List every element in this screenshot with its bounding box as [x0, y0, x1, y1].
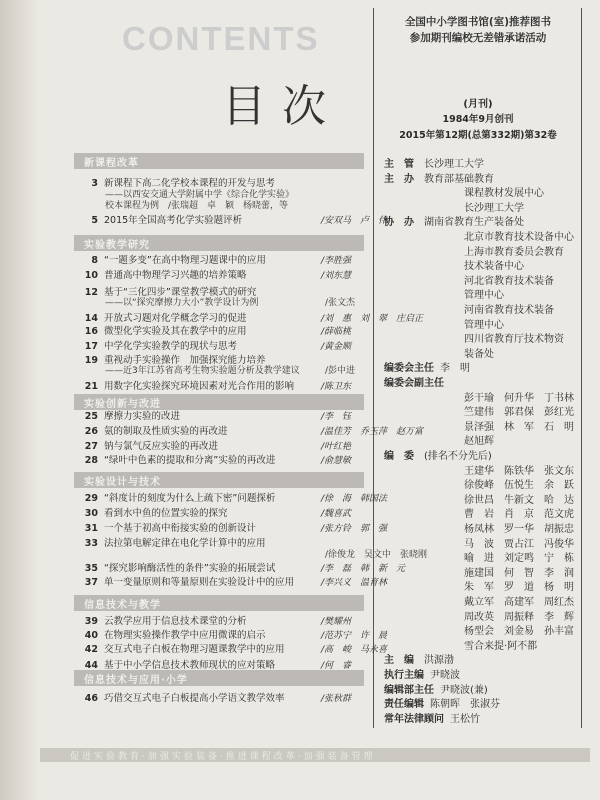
page-number: 29 — [84, 493, 98, 504]
entry-title: 云教学应用于信息技术课堂的分析 — [104, 616, 247, 627]
toc-entry — [78, 341, 378, 353]
masthead-line — [384, 494, 574, 508]
masthead-role: 协 办 — [384, 217, 414, 229]
masthead-line — [384, 202, 524, 216]
entry-author: /刘东慧 — [321, 271, 352, 281]
masthead-line — [384, 289, 504, 303]
masthead-role: 执行主编 — [384, 670, 424, 681]
masthead-line — [384, 508, 574, 522]
notice-line-1: 全国中小学图书馆(室)推荐图书 — [404, 16, 552, 28]
masthead-line — [384, 684, 488, 698]
page-number: 10 — [84, 270, 98, 281]
masthead-value: 装备处 — [464, 348, 494, 360]
page-number: 31 — [84, 523, 98, 534]
page-number: 44 — [84, 660, 98, 671]
masthead-value: 北京市教育技术设备中心 — [464, 232, 574, 243]
masthead-line — [384, 465, 574, 479]
masthead-value: 王松竹 — [450, 713, 480, 725]
page-number: 27 — [84, 441, 98, 452]
masthead-line — [384, 362, 470, 376]
masthead-value: (排名不分先后) — [424, 451, 492, 462]
entry-author: /李 钰 — [321, 412, 352, 422]
entry-title: 巧借交互式电子白板提高小学语文教学效率 — [104, 693, 285, 704]
entry-title: 2015年全国高考化学实验题评析 — [104, 215, 243, 226]
masthead-line — [384, 479, 574, 493]
section-label: 新课程改革 — [84, 158, 139, 169]
page-number: 12 — [84, 287, 98, 298]
masthead-role: 主 编 — [384, 655, 414, 667]
entry-title: “斜度计的刻度为什么上疏下密”问题探析 — [104, 493, 276, 504]
masthead-value: 朱 军 罗 道 杨 明 — [464, 582, 574, 594]
entry-author: /张方铃 郭 强 — [321, 524, 388, 534]
masthead-value: 课程教材发展中心 — [464, 188, 544, 200]
masthead-role: 编辑部主任 — [384, 684, 434, 696]
masthead-line — [384, 260, 524, 274]
masthead-line — [384, 450, 492, 464]
masthead-line — [384, 567, 574, 581]
masthead-line — [384, 406, 574, 420]
entry-author: /徐 海 韩国法 — [321, 494, 388, 504]
toc-entry — [78, 326, 378, 338]
entry-title: 重视动手实验操作 加强探究能力培养 — [104, 355, 266, 366]
entry-title: 基于“三化四步”课堂教学模式的研究 — [104, 287, 257, 298]
masthead-value: 尹晓波 — [430, 670, 460, 681]
entry-title: ——近3年江苏省高考生物实验题分析及教学建议 — [105, 366, 300, 376]
entry-title: 普通高中物理学习兴趣的培养策略 — [104, 270, 247, 281]
masthead-line — [384, 523, 574, 537]
masthead-value: 尹晓波(兼) — [440, 684, 488, 696]
toc-entry — [78, 441, 378, 453]
toc-entry — [78, 523, 388, 535]
masthead-value: 技术装备中心 — [464, 261, 524, 273]
entry-title: 新课程下高二化学校本课程的开发与思考 — [104, 178, 276, 189]
section-label: 信息技术与应用·小学 — [84, 675, 188, 686]
entry-title: 氨的制取及性质实验的再改进 — [104, 426, 228, 437]
toc-entry — [78, 426, 424, 438]
entry-author: /陈卫东 — [321, 382, 352, 392]
masthead-line — [384, 640, 537, 654]
entry-title: 开放式习题对化学概念学习的促进 — [104, 313, 247, 324]
entry-author: /温佳芳 乔玉萍 赵万富 — [321, 427, 424, 437]
page-number: 26 — [84, 426, 98, 437]
page-number: 19 — [84, 355, 98, 366]
masthead-value: 杨凤林 罗一华 胡振忠 — [464, 524, 574, 535]
page-number: 5 — [91, 215, 98, 226]
entry-author: /李 磊 韩 新 元 — [321, 564, 406, 574]
masthead-line — [384, 158, 484, 172]
masthead-value: 管理中心 — [464, 290, 504, 302]
entry-author: /李兴义 温育林 — [321, 578, 388, 588]
masthead-line — [384, 246, 564, 260]
masthead-value: 彭干瑜 何升华 丁书林 — [464, 392, 574, 404]
entry-author: /李胜强 — [321, 256, 352, 266]
masthead-line — [384, 611, 574, 625]
contents-heading: CONTENTS — [122, 20, 320, 57]
page-number: 42 — [84, 644, 98, 655]
masthead-line — [384, 581, 574, 595]
masthead-role: 常年法律顾问 — [384, 713, 444, 725]
toc-entry — [78, 313, 424, 325]
masthead-value: 徐世昌 牛新文 哈 达 — [464, 494, 574, 506]
section-label: 实验教学研究 — [84, 240, 150, 251]
masthead-value: 教育部基础教育 — [424, 173, 494, 185]
toc-entry — [78, 660, 378, 672]
entry-author: /安双马 卢 伟 — [321, 216, 388, 226]
page-number: 17 — [84, 341, 98, 352]
page-number: 39 — [84, 616, 98, 627]
toc-entry — [78, 563, 406, 575]
page-number: 16 — [84, 326, 98, 337]
section-label: 信息技术与教学 — [84, 600, 161, 611]
masthead-value: 竺建伟 郭君保 彭红光 — [464, 407, 574, 419]
section-label: 实验创新与改进 — [84, 399, 161, 410]
masthead-line — [384, 596, 574, 610]
page-number: 37 — [84, 577, 98, 588]
masthead-value: 管理中心 — [464, 319, 504, 331]
masthead-value: 马 波 贾占江 冯俊华 — [464, 538, 574, 550]
masthead-value: 长沙理工大学 — [464, 202, 524, 214]
masthead-line — [384, 698, 500, 712]
entry-title: 校本课程为例 /张瑞超 卓 颖 杨晓蕾，等 — [105, 201, 289, 211]
masthead-line — [384, 625, 574, 639]
toc-entry — [78, 630, 388, 642]
entry-title: 基于中小学信息技术教师现状的应对策略 — [104, 660, 276, 671]
masthead-value: 河南省教育技术装备 — [464, 305, 554, 316]
entry-author: /范苏宁 许 晨 — [321, 631, 388, 641]
masthead-line — [384, 333, 564, 347]
page-number: 21 — [84, 381, 98, 392]
masthead-role: 编委会主任 — [384, 363, 434, 375]
masthead-line — [384, 216, 524, 230]
toc-subline — [105, 298, 356, 309]
founded-date: 1984年9月创刊 — [442, 114, 514, 125]
toc-entry — [78, 508, 378, 520]
masthead-value: 长沙理工大学 — [424, 159, 484, 170]
entry-author: /徐俊龙 吴文中 张晓刚 — [325, 550, 428, 560]
entry-title: “探究影响酶活性的条件”实验的拓展尝试 — [104, 563, 276, 574]
masthead-value: 李 明 — [440, 363, 470, 375]
masthead-value: 雪合来提·阿不都 — [464, 640, 538, 652]
entry-title: 单一变量原则和等量原则在实验设计中的应用 — [104, 577, 295, 588]
entry-title: 用数字化实验探究环境因素对光合作用的影响 — [104, 381, 295, 392]
masthead-value: 四川省教育厅技术物资 — [464, 334, 564, 346]
notice-line-2: 参加期刊编校无差错承诺活动 — [409, 32, 547, 44]
masthead-value: 曹 岩 肖 京 范文虎 — [464, 509, 574, 521]
toc-entry — [78, 693, 378, 705]
masthead-value: 赵旭辉 — [464, 436, 494, 448]
page-number: 46 — [84, 693, 98, 704]
masthead-value: 徐俊峰 伍悦生 余 跃 — [464, 480, 574, 492]
masthead-value: 戴立军 高建军 周红杰 — [464, 597, 574, 608]
masthead-value: 河北省教育技术装备 — [464, 275, 554, 287]
masthead-line — [384, 713, 480, 727]
entry-title: 一个基于初高中衔接实验的创新设计 — [104, 523, 257, 534]
entry-author: /张文杰 — [325, 298, 356, 308]
page-number: 30 — [84, 508, 98, 519]
page-binding-shadow — [0, 0, 40, 800]
monthly-label: (月刊) — [463, 99, 493, 110]
toc-subline — [105, 201, 288, 212]
masthead-line — [384, 669, 460, 683]
toc-entry — [78, 255, 378, 267]
entry-title: 法拉第电解定律在电化学计算中的应用 — [104, 538, 266, 549]
masthead-line — [384, 348, 494, 362]
page-number: 28 — [84, 455, 98, 466]
masthead-value: 上海市教育委员会教育 — [464, 246, 564, 258]
toc-entry — [78, 411, 378, 423]
toc-entry — [78, 381, 378, 393]
entry-title: 钠与氯气反应实验的再改进 — [104, 441, 219, 452]
toc-entry — [78, 538, 378, 550]
entry-author: /张秋群 — [321, 694, 352, 704]
masthead-line — [384, 231, 574, 245]
masthead-role: 编 委 — [384, 451, 414, 462]
entry-title: “一题多变”在高中物理习题课中的应用 — [104, 255, 266, 266]
toc-entry — [78, 270, 378, 282]
page-number: 35 — [84, 563, 98, 574]
toc-entry — [78, 493, 388, 505]
entry-author: /彭中进 — [325, 366, 356, 376]
page-number: 3 — [91, 178, 98, 189]
entry-author: /叶红艳 — [321, 442, 352, 452]
masthead-role: 责任编辑 — [384, 699, 424, 711]
entry-title: “绿叶中色素的提取和分离”实验的再改进 — [104, 455, 276, 466]
masthead-line — [384, 187, 544, 201]
entry-title: 看到水中鱼的位置实验的探究 — [104, 508, 228, 519]
masthead-role: 主 管 — [384, 159, 414, 170]
issue-info: 2015年第12期(总第332期)第32卷 — [399, 130, 557, 141]
masthead-value: 景泽强 林 军 石 明 — [464, 421, 574, 433]
masthead-role: 编委会副主任 — [384, 378, 444, 389]
page-number: 33 — [84, 538, 98, 549]
masthead-value: 杨型会 刘金易 孙丰富 — [464, 626, 574, 638]
masthead-value: 王建华 陈铁华 张文东 — [464, 465, 574, 477]
entry-title: ——以“探究摩擦力大小”教学设计为例 — [105, 298, 259, 308]
masthead-value: 陈朝晖 张淑芬 — [430, 699, 500, 711]
page-number: 25 — [84, 411, 98, 422]
masthead-line — [384, 173, 494, 187]
entry-title: 微型化学实验及其在教学中的应用 — [104, 326, 247, 337]
masthead-line — [384, 392, 574, 406]
masthead-line — [384, 654, 454, 668]
entry-title: ——以西安交通大学附属中学《综合化学实验》 — [105, 190, 295, 200]
page-number: 8 — [91, 255, 98, 266]
entry-author: /高 峻 马永喜 — [321, 645, 388, 655]
masthead-role: 主 办 — [384, 173, 414, 185]
toc-entry — [78, 178, 378, 190]
masthead-value: 湖南省教育生产装备处 — [424, 217, 524, 229]
masthead-line — [384, 275, 554, 289]
toc-subline — [105, 366, 356, 377]
section-label: 实验设计与技术 — [84, 477, 161, 488]
toc-entry — [78, 215, 388, 227]
masthead-value: 洪源渤 — [424, 655, 454, 667]
entry-author: /樊耀州 — [321, 617, 352, 627]
entry-title: 交互式电子白板在物理习题课教学中的应用 — [104, 644, 285, 655]
page-title: 目次 — [222, 81, 342, 132]
entry-author: /薛临桃 — [321, 327, 352, 337]
masthead-value: 施建国 何 智 李 润 — [464, 567, 574, 579]
entry-author: /何 睿 — [321, 661, 352, 671]
toc-entry — [78, 616, 378, 628]
entry-author: /刘 惠 刘 翠 庄启正 — [321, 314, 424, 324]
entry-author: /魏喜武 — [321, 509, 352, 519]
entry-author: /黄金顺 — [321, 342, 352, 352]
footer-slogan: 促进实验教育·加强实验装备·推进课程改革·加强装备管理 — [70, 752, 376, 762]
entry-title: 在物理实验操作教学中应用微课的启示 — [104, 630, 266, 641]
toc-subline — [105, 190, 294, 201]
toc-entry — [78, 644, 388, 656]
masthead-value: 喻 进 刘定鸣 宁 栋 — [464, 553, 574, 565]
masthead-line — [384, 377, 450, 391]
toc-entry — [78, 455, 378, 467]
masthead-value: 周改英 周振释 李 辉 — [464, 611, 574, 623]
page-number: 14 — [84, 313, 98, 324]
toc-entry — [78, 577, 388, 589]
entry-author: /俞慧敏 — [321, 456, 352, 466]
entry-title: 摩擦力实验的改进 — [104, 411, 181, 422]
page-number: 40 — [84, 630, 98, 641]
entry-title: 中学化学实验教学的现状与思考 — [104, 341, 238, 352]
